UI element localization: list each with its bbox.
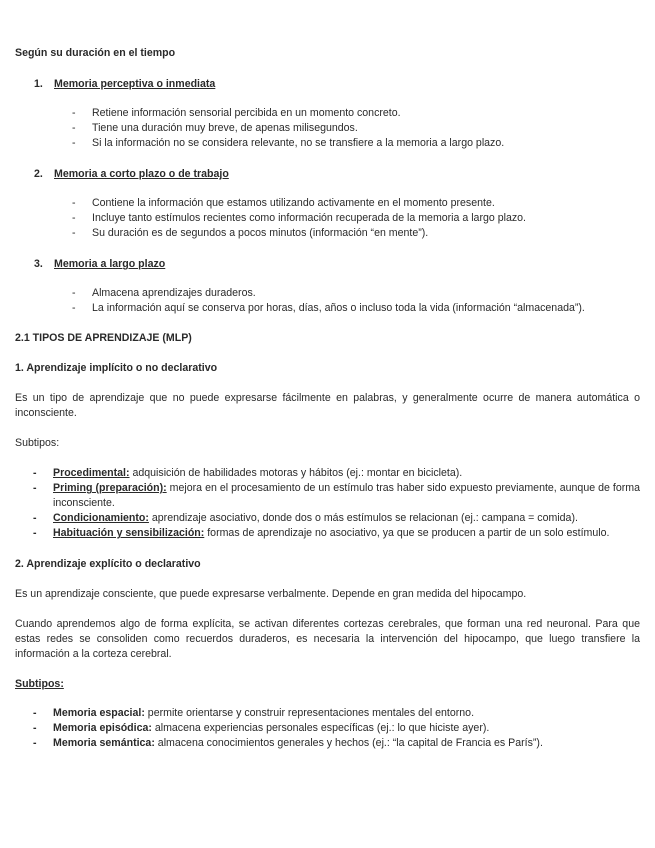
list-item: - Condicionamiento: aprendizaje asociativo, donde dos o más estímulos se relacionan (ej.: campana = comida). [33,512,578,524]
list-item: - Si la información no se considera relevante, no se transfiere a la memoria a largo plazo. [72,137,505,149]
bullet-list [15,286,640,316]
list-item: - Procedimental: adquisición de habilidades motoras y hábitos (ej.: montar en bicicleta). [33,467,463,479]
implicit-subtypes-list [15,466,640,541]
list-item: - Habituación y sensibilización: formas de aprendizaje no asociativo, ya que se producen a partir de un solo estímulo. [33,527,610,539]
memory-type-heading: 2. Memoria a corto plazo o de trabajo [34,168,229,180]
explicit-description-2: Cuando aprendemos algo de forma explícita, se activan diferentes cortezas cerebrales, que forman una red neuronal. Para que estas redes se consoliden como recuerdos duraderos, es necesaria la intervención del hipocampo, que luego transfiere la información a la corteza cerebral. [15,618,640,660]
explicit-subtypes-label: Subtipos: [15,678,64,690]
document-page [15,46,640,751]
implicit-subtypes-label: Subtipos: [15,437,60,449]
memory-type-heading: 3. Memoria a largo plazo [34,258,166,270]
list-item: - Su duración es de segundos a pocos minutos (información “en mente”). [72,227,429,239]
list-item: - Memoria episódica: almacena experiencias personales específicas (ej.: lo que hiciste ayer). [33,722,490,734]
bullet-list [15,196,640,241]
list-item: - Retiene información sensorial percibida en un momento concreto. [72,107,401,119]
implicit-heading: 1. Aprendizaje implícito o no declarativo [15,362,218,374]
implicit-description: Es un tipo de aprendizaje que no puede expresarse fácilmente en palabras, y generalmente ocurre de manera automática o inconsciente. [15,392,640,419]
list-item: - Contiene la información que estamos utilizando activamente en el momento presente. [72,197,495,209]
explicit-description: Es un aprendizaje consciente, que puede expresarse verbalmente. Depende en gran medida del hipocampo. [15,588,527,600]
list-item: - Memoria semántica: almacena conocimientos generales y hechos (ej.: “la capital de Francia es París”). [33,737,543,749]
list-item: - Priming (preparación): mejora en el procesamiento de un estímulo tras haber sido expuesto previamente, aunque de forma inconsciente. [33,482,640,509]
explicit-heading: 2. Aprendizaje explícito o declarativo [15,558,201,570]
list-item: - La información aquí se conserva por horas, días, años o incluso toda la vida (información “almacenada”). [72,302,585,314]
memory-type-heading: 1. Memoria perceptiva o inmediata [34,78,216,90]
list-item: - Incluye tanto estímulos recientes como información recuperada de la memoria a largo plazo. [72,212,526,224]
bullet-list [15,106,640,151]
list-item: - Tiene una duración muy breve, de apenas milisegundos. [72,122,358,134]
section-title: Según su duración en el tiempo [15,47,176,59]
explicit-subtypes-list [15,706,640,751]
list-item: - Memoria espacial: permite orientarse y construir representaciones mentales del entorno. [33,707,475,719]
list-item: - Almacena aprendizajes duraderos. [72,287,256,299]
learning-types-title: 2.1 TIPOS DE APRENDIZAJE (MLP) [15,332,192,344]
